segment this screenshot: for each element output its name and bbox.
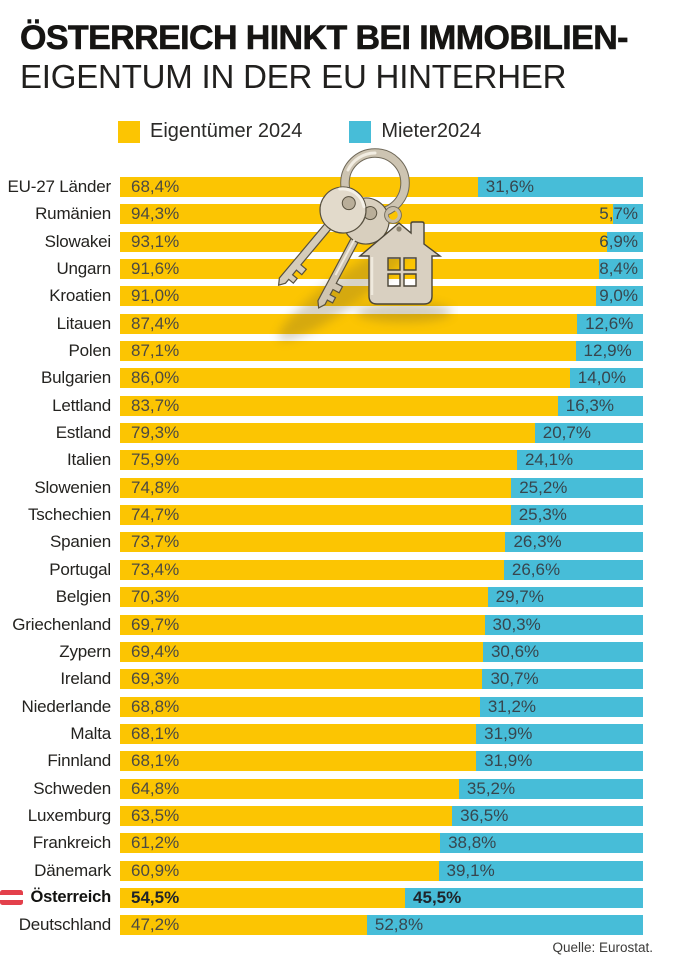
owner-bar-segment bbox=[120, 615, 485, 635]
chart-row bbox=[0, 204, 652, 231]
owner-value-label: 91,0% bbox=[131, 286, 180, 306]
owner-value-label: 69,3% bbox=[131, 669, 180, 689]
chart-row bbox=[0, 560, 652, 587]
renter-value-label: 31,2% bbox=[487, 696, 537, 716]
country-label: Polen bbox=[68, 341, 111, 361]
country-label: Bulgarien bbox=[40, 368, 111, 388]
renter-bar-segment bbox=[480, 697, 643, 717]
owner-value-label: 87,1% bbox=[131, 341, 180, 361]
country-label: Luxemburg bbox=[27, 805, 111, 825]
renter-value-label: 16,3% bbox=[565, 395, 614, 415]
stacked-bar bbox=[120, 314, 643, 334]
chart-row bbox=[0, 423, 652, 450]
renter-bar-segment bbox=[505, 532, 643, 552]
stacked-bar bbox=[120, 669, 643, 689]
stacked-bar bbox=[120, 204, 643, 224]
renter-value-label: 8,4% bbox=[599, 259, 638, 279]
legend bbox=[118, 120, 481, 143]
country-label-cell bbox=[0, 587, 120, 607]
renter-bar-segment bbox=[570, 368, 643, 388]
headline bbox=[20, 18, 690, 96]
country-label: EU-27 Länder bbox=[7, 177, 111, 196]
renter-bar-segment bbox=[535, 423, 643, 443]
owner-value-label: 60,9% bbox=[131, 860, 180, 880]
renter-bar-segment bbox=[511, 505, 643, 525]
renter-bar-segment bbox=[485, 615, 643, 635]
chart-row bbox=[0, 751, 652, 778]
renter-bar-segment bbox=[483, 642, 643, 662]
owner-bar-segment bbox=[120, 833, 440, 853]
owner-value-label: 54,5% bbox=[131, 887, 180, 907]
country-label: Slowenien bbox=[34, 477, 111, 497]
owner-value-label: 73,4% bbox=[131, 559, 180, 579]
owner-value-label: 86,0% bbox=[131, 368, 180, 388]
renter-bar-segment bbox=[482, 669, 643, 689]
owner-value-label: 64,8% bbox=[131, 778, 180, 798]
country-label: Spanien bbox=[50, 532, 111, 552]
country-label-cell bbox=[0, 642, 120, 662]
stacked-bar bbox=[120, 450, 643, 470]
owner-value-label: 69,7% bbox=[131, 614, 180, 634]
owner-value-label: 75,9% bbox=[131, 450, 180, 470]
source-note: Quelle: Eurostat. bbox=[552, 940, 653, 955]
owner-bar-segment bbox=[120, 724, 476, 744]
renter-value-label: 36,5% bbox=[460, 805, 509, 825]
owner-bar-segment bbox=[120, 423, 535, 443]
renter-value-label: 20,7% bbox=[542, 423, 591, 443]
owner-bar-segment bbox=[120, 396, 558, 416]
country-label: Litauen bbox=[56, 313, 111, 333]
owner-bar-segment bbox=[120, 314, 577, 334]
stacked-bar bbox=[120, 751, 643, 771]
renter-bar-segment bbox=[599, 259, 643, 279]
renter-bar-segment bbox=[405, 888, 643, 908]
country-label-cell bbox=[0, 368, 120, 388]
renter-value-label: 39,1% bbox=[446, 860, 495, 880]
renter-value-label: 25,2% bbox=[519, 477, 568, 497]
owner-bar-segment bbox=[120, 368, 570, 388]
owner-bar-segment bbox=[120, 505, 511, 525]
renter-value-label: 5,7% bbox=[599, 204, 638, 224]
owner-bar-segment bbox=[120, 286, 596, 306]
country-label-cell bbox=[0, 232, 120, 252]
chart-row bbox=[0, 450, 652, 477]
country-label-cell bbox=[0, 450, 120, 470]
country-label: Griechenland bbox=[12, 614, 111, 634]
country-label-cell bbox=[0, 861, 120, 881]
stacked-bar bbox=[120, 532, 643, 552]
owner-bar-segment bbox=[120, 779, 459, 799]
country-label-cell bbox=[0, 532, 120, 552]
country-label-cell bbox=[0, 779, 120, 799]
renter-value-label: 31,9% bbox=[484, 751, 533, 771]
owner-value-label: 70,3% bbox=[131, 587, 180, 607]
renter-bar-segment bbox=[476, 724, 643, 744]
stacked-bar bbox=[120, 615, 643, 635]
chart-row bbox=[0, 341, 652, 368]
country-label-cell bbox=[0, 697, 120, 717]
owner-bar-segment bbox=[120, 532, 505, 552]
country-label-cell bbox=[0, 505, 120, 525]
owner-bar-segment bbox=[120, 697, 480, 717]
owner-value-label: 87,4% bbox=[131, 313, 180, 333]
country-label-cell bbox=[0, 560, 120, 580]
renter-value-label: 12,6% bbox=[585, 313, 634, 333]
country-label: Ungarn bbox=[56, 259, 111, 279]
owner-bar-segment bbox=[120, 669, 482, 689]
renter-value-label: 31,9% bbox=[484, 723, 533, 743]
owner-value-label: 74,7% bbox=[131, 505, 180, 525]
headline-line1: ÖSTERREICH HINKT BEI IMMOBILIEN- bbox=[20, 19, 628, 57]
country-label: Tschechien bbox=[27, 505, 111, 525]
owner-value-label: 73,7% bbox=[131, 532, 180, 552]
stacked-bar bbox=[120, 861, 643, 881]
owner-bar-segment bbox=[120, 642, 483, 662]
owner-bar-segment bbox=[120, 587, 488, 607]
stacked-bar bbox=[120, 560, 643, 580]
owner-value-label: 63,5% bbox=[131, 805, 180, 825]
renter-value-label: 45,5% bbox=[413, 887, 462, 907]
country-label-cell bbox=[0, 615, 120, 635]
owner-value-label: 47,2% bbox=[131, 915, 180, 935]
chart-row bbox=[0, 806, 652, 833]
stacked-bar bbox=[120, 396, 643, 416]
country-label-cell bbox=[0, 806, 120, 826]
legend-label-owners: Eigentümer 2024 bbox=[150, 120, 303, 142]
stacked-bar bbox=[120, 368, 643, 388]
chart-row bbox=[0, 396, 652, 423]
renter-bar-segment bbox=[504, 560, 643, 580]
stacked-bar bbox=[120, 833, 643, 853]
chart-row bbox=[0, 587, 652, 614]
country-label-cell bbox=[0, 259, 120, 279]
chart-row bbox=[0, 505, 652, 532]
stacked-bar bbox=[120, 697, 643, 717]
chart-row bbox=[0, 314, 652, 341]
country-label: Slowakei bbox=[44, 231, 111, 251]
austria-flag-icon bbox=[0, 890, 23, 905]
owner-bar-segment bbox=[120, 888, 405, 908]
renter-bar-segment bbox=[577, 314, 643, 334]
stacked-bar bbox=[120, 587, 643, 607]
owner-color-swatch bbox=[118, 121, 140, 143]
country-label-cell bbox=[0, 478, 120, 498]
country-label-cell bbox=[0, 915, 120, 935]
owner-bar-segment bbox=[120, 861, 439, 881]
country-label-cell bbox=[0, 423, 120, 443]
country-label: Kroatien bbox=[49, 286, 111, 306]
renter-bar-segment bbox=[511, 478, 643, 498]
owner-bar-segment bbox=[120, 806, 452, 826]
stacked-bar bbox=[120, 779, 643, 799]
chart-row bbox=[0, 177, 652, 204]
country-label-cell bbox=[0, 724, 120, 744]
chart-row bbox=[0, 259, 652, 286]
renter-value-label: 14,0% bbox=[577, 368, 626, 388]
renter-bar-segment bbox=[599, 204, 643, 224]
renter-bar-segment bbox=[596, 286, 643, 306]
country-label: Portugal bbox=[49, 559, 111, 579]
renter-bar-segment bbox=[459, 779, 643, 799]
country-label-cell bbox=[0, 314, 120, 334]
stacked-bar bbox=[120, 232, 643, 252]
country-label-cell bbox=[0, 751, 120, 771]
chart-row bbox=[0, 779, 652, 806]
stacked-bar bbox=[120, 259, 643, 279]
legend-item-renters bbox=[349, 120, 481, 143]
chart-row bbox=[0, 478, 652, 505]
country-label: Lettland bbox=[52, 395, 111, 415]
stacked-bar bbox=[120, 423, 643, 443]
chart-row bbox=[0, 915, 652, 942]
country-label: Schweden bbox=[33, 778, 111, 798]
bar-chart bbox=[0, 177, 652, 943]
renter-value-label: 35,2% bbox=[466, 778, 516, 798]
owner-bar-segment bbox=[120, 478, 511, 498]
renter-bar-segment bbox=[367, 915, 643, 935]
renter-value-label: 30,3% bbox=[492, 614, 541, 634]
owner-value-label: 68,1% bbox=[131, 723, 180, 743]
country-label-cell bbox=[0, 833, 120, 853]
country-label: Dänemark bbox=[34, 860, 111, 880]
chart-row bbox=[0, 615, 652, 642]
owner-value-label: 93,1% bbox=[131, 231, 180, 251]
country-label: Malta bbox=[70, 723, 111, 743]
owner-bar-segment bbox=[120, 341, 576, 361]
country-label: Niederlande bbox=[21, 696, 111, 716]
renter-color-swatch bbox=[349, 121, 371, 143]
stacked-bar bbox=[120, 478, 643, 498]
legend-label-renters: Mieter2024 bbox=[381, 120, 482, 142]
owner-value-label: 83,7% bbox=[131, 395, 180, 415]
renter-bar-segment bbox=[576, 341, 643, 361]
renter-value-label: 12,9% bbox=[583, 341, 632, 361]
owner-bar-segment bbox=[120, 915, 367, 935]
owner-value-label: 79,3% bbox=[131, 423, 180, 443]
owner-value-label: 61,2% bbox=[131, 833, 180, 853]
stacked-bar bbox=[120, 724, 643, 744]
owner-value-label: 68,8% bbox=[131, 696, 180, 716]
country-label-cell bbox=[0, 204, 120, 224]
country-label: Belgien bbox=[55, 587, 111, 607]
stacked-bar bbox=[120, 341, 643, 361]
country-label-cell bbox=[0, 341, 120, 361]
renter-bar-segment bbox=[517, 450, 643, 470]
owner-bar-segment bbox=[120, 259, 599, 279]
chart-row bbox=[0, 888, 652, 915]
stacked-bar bbox=[120, 505, 643, 525]
renter-value-label: 31,6% bbox=[485, 177, 534, 196]
country-label: Estland bbox=[55, 423, 111, 443]
renter-bar-segment bbox=[599, 231, 643, 252]
chart-row bbox=[0, 861, 652, 888]
chart-row bbox=[0, 532, 652, 559]
country-label-cell bbox=[0, 669, 120, 689]
owner-bar-segment bbox=[120, 177, 478, 197]
stacked-bar bbox=[120, 286, 643, 306]
renter-value-label: 24,1% bbox=[524, 450, 574, 470]
chart-row bbox=[0, 669, 652, 696]
owner-value-label: 91,6% bbox=[131, 259, 180, 279]
owner-bar-segment bbox=[120, 232, 607, 252]
stacked-bar bbox=[120, 806, 643, 826]
chart-row bbox=[0, 724, 652, 751]
chart-row bbox=[0, 642, 652, 669]
renter-value-label: 26,6% bbox=[511, 559, 561, 579]
stacked-bar bbox=[120, 888, 643, 908]
country-label: Italien bbox=[67, 450, 111, 470]
renter-bar-segment bbox=[439, 861, 643, 881]
chart-row bbox=[0, 368, 652, 395]
owner-value-label: 68,1% bbox=[131, 751, 180, 771]
stacked-bar bbox=[120, 915, 643, 935]
country-label-cell bbox=[0, 888, 120, 908]
country-label: Rumänien bbox=[35, 204, 111, 224]
chart-row bbox=[0, 232, 652, 259]
headline-line2: EIGENTUM IN DER EU HINTERHER bbox=[20, 58, 567, 95]
renter-value-label: 6,9% bbox=[599, 231, 638, 251]
renter-value-label: 25,3% bbox=[518, 505, 567, 525]
renter-bar-segment bbox=[476, 751, 643, 771]
chart-row bbox=[0, 697, 652, 724]
renter-bar-segment bbox=[558, 396, 643, 416]
legend-item-owners bbox=[118, 120, 302, 143]
country-label: Ireland bbox=[60, 669, 111, 689]
renter-value-label: 38,8% bbox=[448, 833, 497, 853]
owner-bar-segment bbox=[120, 450, 517, 470]
country-label-cell bbox=[0, 396, 120, 416]
stacked-bar bbox=[120, 642, 643, 662]
owner-value-label: 94,3% bbox=[131, 204, 180, 224]
renter-value-label: 26,3% bbox=[513, 532, 562, 552]
owner-value-label: 74,8% bbox=[131, 477, 180, 497]
chart-row bbox=[0, 833, 652, 860]
stacked-bar bbox=[120, 177, 643, 197]
country-label-cell bbox=[0, 286, 120, 306]
renter-bar-segment bbox=[488, 587, 643, 607]
country-label: Zypern bbox=[59, 641, 111, 661]
renter-value-label: 30,6% bbox=[490, 641, 540, 661]
owner-bar-segment bbox=[120, 204, 613, 224]
country-label: Österreich bbox=[30, 888, 111, 907]
country-label: Finnland bbox=[47, 751, 111, 771]
owner-value-label: 68,4% bbox=[131, 177, 180, 196]
renter-bar-segment bbox=[452, 806, 643, 826]
renter-value-label: 52,8% bbox=[374, 915, 424, 935]
renter-value-label: 30,7% bbox=[490, 669, 539, 689]
renter-value-label: 29,7% bbox=[495, 587, 544, 607]
renter-bar-segment bbox=[440, 833, 643, 853]
renter-bar-segment bbox=[478, 177, 643, 197]
owner-bar-segment bbox=[120, 751, 476, 771]
owner-bar-segment bbox=[120, 560, 504, 580]
owner-value-label: 69,4% bbox=[131, 641, 180, 661]
country-label: Deutschland bbox=[18, 915, 111, 935]
country-label-cell bbox=[0, 177, 120, 197]
country-label: Frankreich bbox=[32, 833, 111, 853]
chart-row bbox=[0, 286, 652, 313]
renter-value-label: 9,0% bbox=[599, 286, 638, 306]
